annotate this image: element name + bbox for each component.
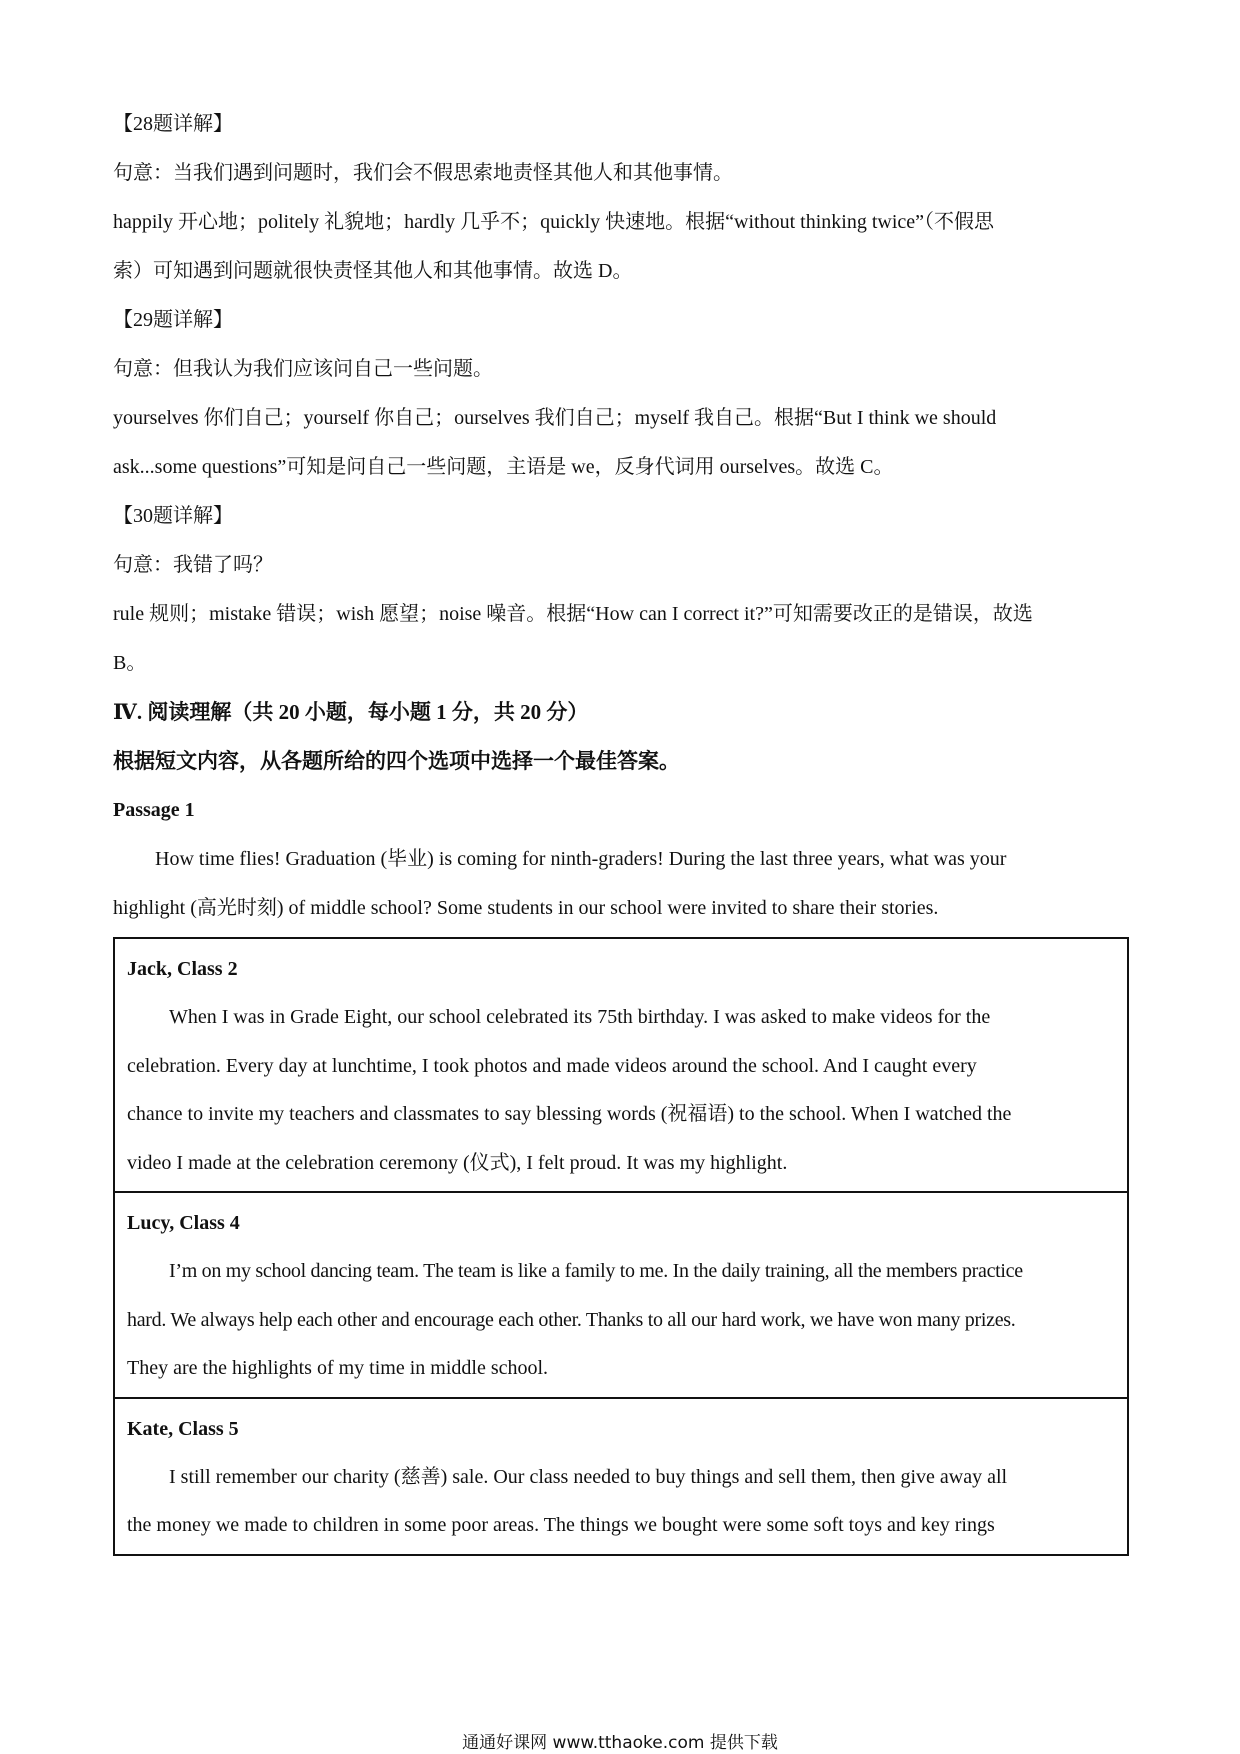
document-content <box>113 100 1133 1556</box>
explanation-title: 【28题详解】 <box>113 113 233 135</box>
explanation-28 <box>113 100 1133 296</box>
explanation-line: B。 <box>113 652 147 674</box>
explanation-30 <box>113 492 1133 688</box>
explanation-line: ask...some questions”可知是问自己一些问题，主语是 we，反身代词用 ourselves。故选 C。 <box>113 456 894 478</box>
explanation-line: happily 开心地；politely 礼貌地；hardly 几乎不；quickly 快速地。根据“without thinking twice”（不假思 <box>113 211 995 233</box>
explanation-line: 句意：当我们遇到问题时，我们会不假思索地责怪其他人和其他事情。 <box>113 162 733 184</box>
passage-intro-line: highlight (高光时刻) of middle school? Some students in our school were invited to share their stories. <box>113 897 939 919</box>
explanation-title: 【30题详解】 <box>113 505 233 527</box>
explanation-line: 句意：但我认为我们应该问自己一些问题。 <box>113 358 493 380</box>
story-author: Lucy, Class 4 <box>127 1212 240 1234</box>
section-title: Ⅳ. 阅读理解（共 20 小题，每小题 1 分，共 20 分） <box>113 700 589 724</box>
story-line: When I was in Grade Eight, our school celebrated its 75th birthday. I was asked to make videos for the <box>169 1006 991 1028</box>
story-line: hard. We always help each other and encourage each other. Thanks to all our hard work, we have won many prizes. <box>127 1308 1016 1331</box>
story-line: the money we made to children in some poor areas. The things we bought were some soft toys and key rings <box>127 1514 995 1536</box>
story-row <box>114 1192 1128 1398</box>
explanation-line: 索）可知遇到问题就很快责怪其他人和其他事情。故选 D。 <box>113 260 633 282</box>
story-author: Jack, Class 2 <box>127 958 238 980</box>
passage-intro-line: How time flies! Graduation (毕业) is coming for ninth-graders! During the last three years, what was your <box>155 848 1007 870</box>
story-line: chance to invite my teachers and classmates to say blessing words (祝福语) to the school. When I watched the <box>127 1103 1012 1125</box>
story-cell-lucy <box>114 1192 1128 1398</box>
stories-table <box>113 937 1129 1556</box>
section-instruction: 根据短文内容，从各题所给的四个选项中选择一个最佳答案。 <box>113 749 680 773</box>
story-line: celebration. Every day at lunchtime, I took photos and made videos around the school. And I caught every <box>127 1054 977 1077</box>
page-footer: 通通好课网 www.tthaoke.com 提供下载 <box>462 1733 778 1753</box>
story-author: Kate, Class 5 <box>127 1417 239 1440</box>
story-row <box>114 938 1128 1192</box>
story-cell-kate <box>114 1398 1128 1555</box>
story-line: I still remember our charity (慈善) sale. Our class needed to buy things and sell them, then give away all <box>169 1465 1008 1488</box>
story-line: video I made at the celebration ceremony (仪式), I felt proud. It was my highlight. <box>127 1151 788 1174</box>
story-line: They are the highlights of my time in middle school. <box>127 1357 549 1379</box>
explanation-line: 句意：我错了吗？ <box>113 554 273 576</box>
explanation-line: yourselves 你们自己；yourself 你自己；ourselves 我们自己；myself 我自己。根据“But I think we should <box>113 407 997 429</box>
story-cell-jack <box>114 938 1128 1192</box>
passage-title: Passage 1 <box>113 799 195 821</box>
story-row <box>114 1398 1128 1555</box>
explanation-29 <box>113 296 1133 492</box>
explanation-title: 【29题详解】 <box>113 309 233 331</box>
explanation-line: rule 规则；mistake 错误；wish 愿望；noise 噪音。根据“How can I correct it?”可知需要改正的是错误，故选 <box>113 603 1033 625</box>
story-line: I’m on my school dancing team. The team is like a family to me. In the daily training, all the members practice <box>169 1260 1023 1282</box>
